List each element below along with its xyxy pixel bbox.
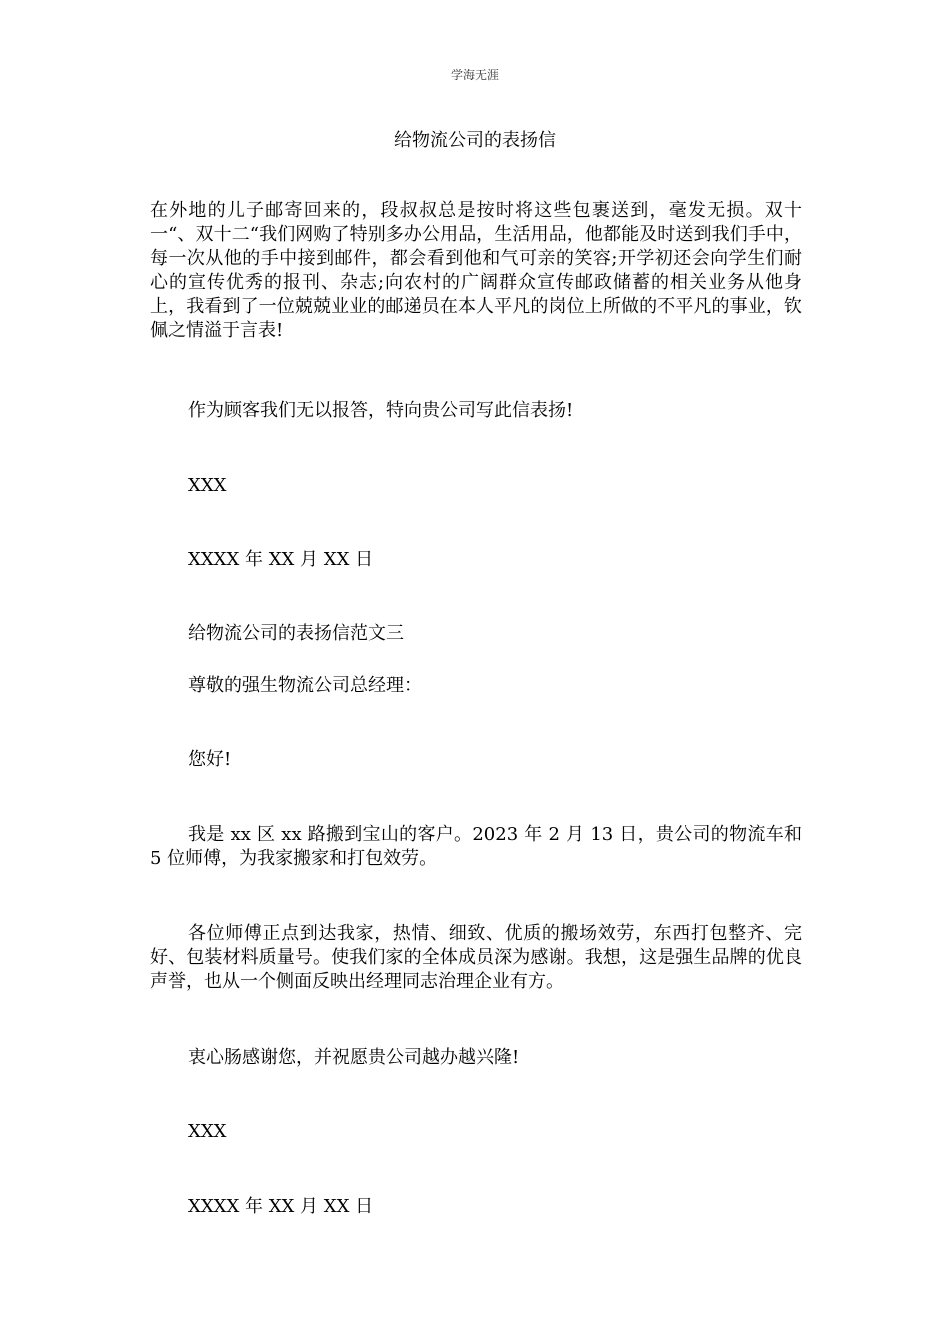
signature-name: XXX xyxy=(188,475,227,496)
page-header: 学海无涯 xyxy=(450,68,499,82)
signature-name-2: XXX xyxy=(188,1121,227,1142)
paragraph-customer: 我是 xx 区 xx 路搬到宝山的客户。2023 年 2 月 13 日，贵公司的物流车和 5 位师傅，为我家搬家和打包效劳。 xyxy=(150,824,802,869)
section-heading: 给物流公司的表扬信范文三 xyxy=(188,623,404,644)
paragraph-thanks: 作为顾客我们无以报答，特向贵公司写此信表扬! xyxy=(188,400,574,421)
salutation: 尊敬的强生物流公司总经理： xyxy=(188,675,422,696)
paragraph-service: 各位师傅正点到达我家，热情、细致、优质的搬场效劳，东西打包整齐、完好、包装材料质量号。使我们家的全体成员深为感谢。我想，这是强生品牌的优良声誉，也从一个侧面反映出经理同志治理企业有方。 xyxy=(150,923,802,992)
paragraph-closing: 衷心肠感谢您，并祝愿贵公司越办越兴隆! xyxy=(188,1047,520,1068)
greeting: 您好! xyxy=(188,749,232,770)
paragraph-intro: 在外地的儿子邮寄回来的，段叔叔总是按时将这些包裹送到，毫发无损。双十一“、双十二“我们网购了特别多办公用品，生活用品，他都能及时送到我们手中，每一次从他的手中接到邮件，都会看到他和气可亲的笑容;开学初还会向学生们耐心的宣传优秀的报刊、杂志;向农村的广阔群众宣传邮政储蓄的相关业务从他身上，我看到了一位兢兢业业的邮递员在本人平凡的岗位上所做的不平凡的事业，钦佩之情溢于言表! xyxy=(150,200,802,341)
document-title: 给物流公司的表扬信 xyxy=(394,130,556,151)
signature-date: XXXX 年 XX 月 XX 日 xyxy=(188,549,374,570)
signature-date-2: XXXX 年 XX 月 XX 日 xyxy=(188,1196,374,1217)
